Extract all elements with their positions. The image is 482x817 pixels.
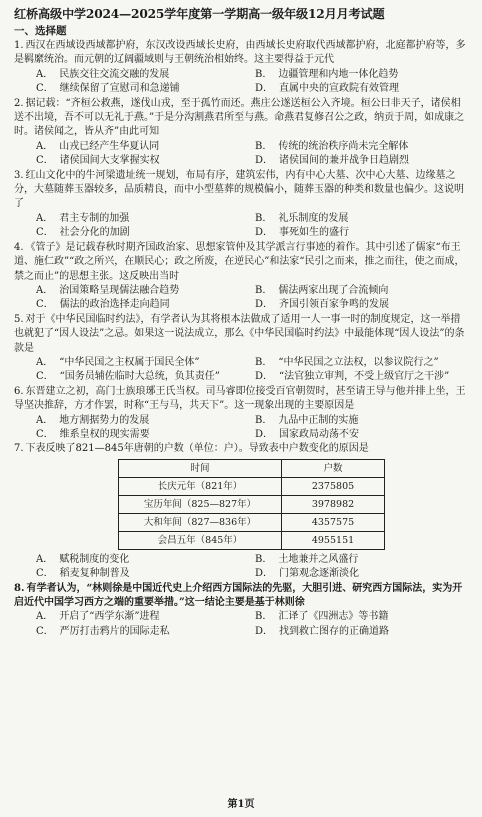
option-text: 赋税制度的变化 <box>59 553 130 565</box>
option-text: 齐国引领百家争鸣的发展 <box>279 299 390 311</box>
option-a <box>36 356 249 370</box>
option-key: A． <box>36 414 54 426</box>
option-text: 地方割据势力的发展 <box>59 414 150 426</box>
option-key: B． <box>255 212 273 224</box>
option-key: C． <box>36 155 54 167</box>
option-text: 民族交往交流交融的发展 <box>59 68 170 80</box>
option-text: 事死如生的盛行 <box>279 227 350 239</box>
options <box>14 68 468 97</box>
option-c <box>36 298 249 312</box>
option-text: 门第观念逐渐淡化 <box>279 568 360 580</box>
option-d <box>255 428 468 442</box>
question-number: 1. <box>14 40 24 51</box>
option-text: 严厉打击鸦片的国际走私 <box>59 625 170 637</box>
option-key: C． <box>36 428 54 440</box>
option-d <box>255 567 468 581</box>
option-key: A． <box>36 140 54 152</box>
option-a <box>36 610 249 624</box>
table-row <box>119 477 385 495</box>
option-a <box>36 284 249 298</box>
option-text: “中华民国之立法权，以参议院行之” <box>278 356 439 368</box>
option-text: “中华民国之主权属于国民全体” <box>59 356 200 368</box>
table-cell-households: 2375805 <box>282 477 385 495</box>
option-a <box>36 414 249 428</box>
question-text: 红山文化中的牛河梁遗址统一规划，布局有序，建筑宏伟，内有中心大墓、次中心大墓、边缘墓之分，大墓随葬玉器较多，品质精良，而中小型墓葬的规模偏小，随葬玉器的种类和数量也偏少。这说明了 <box>14 169 464 210</box>
option-b <box>255 610 468 624</box>
option-text: 土地兼并之风盛行 <box>278 553 359 565</box>
option-key: C． <box>36 83 54 95</box>
question-stem <box>14 385 468 414</box>
option-text: 诸侯国间的兼并战争日趋剧烈 <box>279 155 410 167</box>
option-key: C． <box>36 371 54 383</box>
option-key: C． <box>36 625 54 637</box>
option-b <box>255 140 468 154</box>
option-text: 继续保留了宣慰司和急递铺 <box>59 83 180 95</box>
options <box>14 140 468 169</box>
option-text: 九品中正制的实施 <box>278 414 359 426</box>
option-text: 国家政局动荡不安 <box>279 428 360 440</box>
table-cell-households: 3978982 <box>282 495 385 513</box>
option-d <box>255 154 468 168</box>
option-text: 诸侯国间大支掌握实权 <box>59 155 160 167</box>
question-4 <box>14 241 468 313</box>
table-row <box>119 495 385 513</box>
question-text: 东晋建立之初，高门士族琅琊王氏当权。司马睿即位接受百官朝贺时，甚至请王导与他并排上坐，王导坚决推辞，方才作罢，时称“王与马，共天下”。这一现象出现的主要原因是 <box>14 385 466 412</box>
option-d <box>255 82 468 96</box>
option-b <box>255 414 468 428</box>
option-text: 儒法的政治选择走向趋同 <box>59 299 170 311</box>
question-text: 据记载：“齐桓公救燕，遂伐山戎，至于孤竹而还。燕庄公遂送桓公入齐境。桓公曰非天子，诸侯相送不出境，吾不可以无礼于燕。”于是分沟割燕君所至与燕。命燕君复修召公之政，纳贡于周，如成康之时。诸侯闻之，皆从齐”由此可知 <box>14 97 465 138</box>
question-text: 《管子》是记载春秋时期齐国政治家、思想家管仲及其学派言行事迹的着作。其中引述了儒家“布王道、施仁政”“政之所兴，在顺民心；政之所废，在逆民心”和法家“民引之而来，推之而往，使之而成，禁之而止”的思想主张。这反映出当时 <box>14 241 465 282</box>
question-stem <box>14 313 468 356</box>
option-text: 边疆管理和内地一体化趋势 <box>278 68 399 80</box>
option-a <box>36 68 249 82</box>
question-1 <box>14 39 468 97</box>
table-header-row <box>119 459 385 477</box>
options <box>14 356 468 385</box>
question-number: 6. <box>14 385 24 397</box>
option-key: B． <box>255 68 273 80</box>
options <box>14 610 468 639</box>
question-3 <box>14 169 468 241</box>
option-key: C． <box>36 299 54 311</box>
options <box>14 414 468 443</box>
option-text: 找到救亡图存的正确道路 <box>279 625 390 637</box>
options <box>14 212 468 241</box>
question-stem <box>14 442 468 456</box>
table-cell-households: 4357575 <box>282 513 385 531</box>
option-key: A． <box>36 611 54 623</box>
question-list <box>14 39 468 639</box>
question-5 <box>14 313 468 385</box>
question-number: 2. <box>14 97 24 109</box>
table-cell-period: 大和年间（827—836年） <box>119 513 282 531</box>
option-text: 汇译了《四洲志》等书籍 <box>278 611 389 623</box>
option-text: 儒法两家出现了合流倾向 <box>278 284 389 296</box>
table-row <box>119 531 385 549</box>
option-c <box>36 226 249 240</box>
question-2 <box>14 97 468 169</box>
option-text: “国务员辅佐临时大总统，负其责任” <box>59 371 220 383</box>
option-key: D． <box>255 299 274 311</box>
option-key: B． <box>255 356 273 368</box>
question-text: 对于《中华民国临时约法》，有学者认为其将根本法做成了适用一人一事一时的制度规定，这一举措也就犯了“因人设法”之忌。如果这一说法成立，那么《中华民国临时约法》中最能体现“因人设法”的条款是 <box>14 313 465 354</box>
option-text: 传统的统治秩序尚未完全解体 <box>278 140 409 152</box>
option-text: 稻麦复种制普及 <box>59 568 130 580</box>
table-row <box>119 513 385 531</box>
option-key: A． <box>36 212 54 224</box>
table-header: 时间 <box>119 459 282 477</box>
option-b <box>255 356 468 370</box>
table-cell-period: 长庆元年（821年） <box>119 477 282 495</box>
option-text: 山戎已经产生华夏认同 <box>59 140 160 152</box>
option-key: C． <box>36 227 54 239</box>
option-b <box>255 68 468 82</box>
question-stem <box>14 39 468 68</box>
option-key: D． <box>255 625 274 637</box>
option-b <box>255 212 468 226</box>
option-text: “法官独立审判，不受上级官厅之干涉” <box>279 371 450 383</box>
option-key: B． <box>255 140 273 152</box>
question-text: 西汉在西域设西域都护府，东汉改设西域长史府，由西域长史府取代西域都护府，北庭都护府等，多是羁縻统治。而元朝的辽阔疆域则与王朝统治相始终。这主要得益于元代 <box>14 40 466 66</box>
question-text: 有学者认为，“林则徐是中国近代史上介绍西方国际法的先驱，大胆引进、研究西方国际法，实为开启近代中国学习西方之端的重要举措。”这一结论主要是基于林则徐 <box>14 582 463 608</box>
table-cell-period: 宝历年间（825—827年） <box>119 495 282 513</box>
option-key: A． <box>36 553 54 565</box>
exam-title: 红桥高级中学2024—2025学年度第一学期高一级年级12月月考试题 <box>14 7 385 21</box>
option-b <box>255 284 468 298</box>
option-key: B． <box>255 611 273 623</box>
option-text: 维系皇权的现实需要 <box>59 428 150 440</box>
options <box>14 553 468 582</box>
option-key: D． <box>255 155 274 167</box>
question-number: 3. <box>14 169 24 181</box>
question-8 <box>14 582 468 640</box>
option-key: D． <box>255 428 274 440</box>
table-cell-households: 4955151 <box>282 531 385 549</box>
option-key: B． <box>255 414 273 426</box>
option-key: A． <box>36 68 54 80</box>
table-cell-period: 会昌五年（845年） <box>119 531 282 549</box>
option-c <box>36 428 249 442</box>
option-key: D． <box>255 83 274 95</box>
option-d <box>255 370 468 384</box>
households-table <box>118 459 385 550</box>
option-key: D． <box>255 371 274 383</box>
question-number: 8. <box>14 582 25 594</box>
option-a <box>36 140 249 154</box>
question-text: 下表反映了821—845年唐朝的户数（单位：户）。导致表中户数变化的原因是 <box>25 443 369 455</box>
option-a <box>36 553 249 567</box>
question-stem <box>14 582 468 611</box>
option-c <box>36 567 249 581</box>
option-key: D． <box>255 227 274 239</box>
options <box>14 284 468 313</box>
option-d <box>255 625 468 639</box>
question-7 <box>14 442 468 581</box>
option-c <box>36 154 249 168</box>
option-key: A． <box>36 284 54 296</box>
option-key: C． <box>36 568 54 580</box>
option-text: 治国策略呈现儒法融合趋势 <box>59 284 180 296</box>
option-c <box>36 625 249 639</box>
question-6 <box>14 385 468 443</box>
option-c <box>36 370 249 384</box>
option-key: A． <box>36 356 54 368</box>
question-number: 5. <box>14 313 24 325</box>
question-number: 7. <box>14 443 24 455</box>
option-key: B． <box>255 553 273 565</box>
option-text: 直属中央的宣政院有效管理 <box>279 83 400 95</box>
option-key: B． <box>255 284 273 296</box>
table-header: 户数 <box>282 459 385 477</box>
option-d <box>255 226 468 240</box>
option-key: D． <box>255 568 274 580</box>
question-stem <box>14 97 468 140</box>
question-number: 4. <box>14 241 24 253</box>
option-text: 君主专制的加强 <box>59 212 130 224</box>
option-text: 社会分化的加剧 <box>59 227 130 239</box>
option-b <box>255 553 468 567</box>
option-d <box>255 298 468 312</box>
question-stem <box>14 241 468 284</box>
option-text: 礼乐制度的发展 <box>278 212 349 224</box>
question-stem <box>14 169 468 212</box>
option-a <box>36 212 249 226</box>
page-number: 第1页 <box>227 799 255 810</box>
option-c <box>36 82 249 96</box>
section-heading: 一、选择题 <box>14 25 67 37</box>
option-text: 开启了“西学东渐”进程 <box>59 611 160 623</box>
